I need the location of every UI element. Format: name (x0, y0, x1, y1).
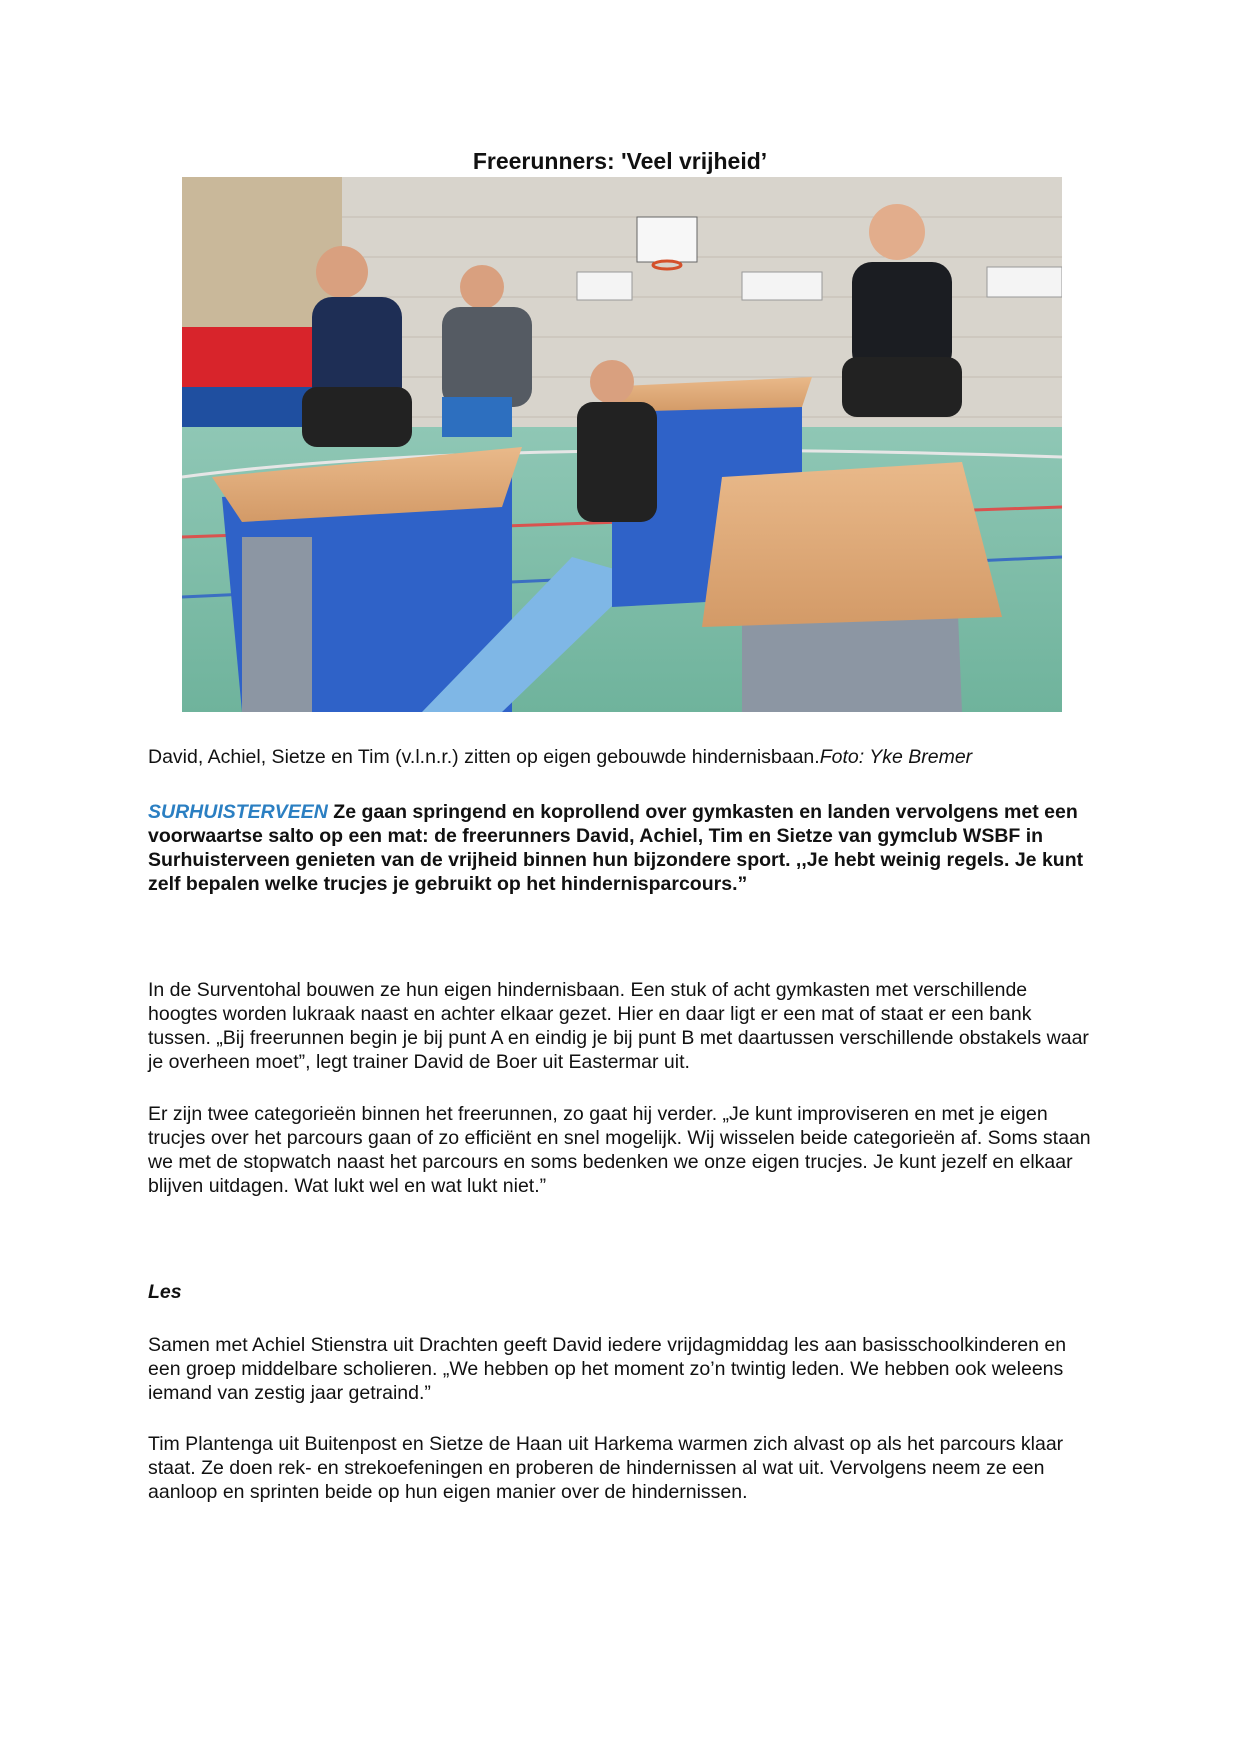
photo-credit: Foto: Yke Bremer (819, 746, 973, 768)
body-paragraph: Tim Plantenga uit Buitenpost en Sietze de Haan uit Harkema warmen zich alvast op als het parcours klaar staat. Ze doen rek- en strekoefeningen en proberen de hindernissen al wat uit. Vervolgens neem ze een aanloop en sprinten beide op hun eigen manier over de hindernissen. (148, 1433, 1064, 1503)
dateline: SURHUISTERVEEN (148, 801, 328, 823)
intro-text: Ze gaan springend en koprollend over gymkasten en landen vervolgens met een voorwaartse salto op een mat: de freerunners David, Achiel, Tim en Sietze van gymclub WSBF in Surhuisterveen genieten van de vrijheid binnen hun bijzondere sport. ,,Je hebt weinig regels. Je kunt zelf bepalen welke trucjes je gebruikt op het hindernisparcours.” (148, 801, 1084, 895)
body-paragraph: Samen met Achiel Stienstra uit Drachten geeft David iedere vrijdagmiddag les aan basisschoolkinderen en een groep middelbare scholieren. „We hebben op het moment zo’n twintig leden. We hebben ook weleens iemand van zestig jaar getraind.” (148, 1334, 1067, 1404)
photo-caption (148, 745, 1098, 769)
subheading: Les (148, 1281, 182, 1303)
caption-text: David, Achiel, Sietze en Tim (v.l.n.r.) zitten op eigen gebouwde hindernisbaan. (148, 746, 820, 768)
body-paragraph: Er zijn twee categorieën binnen het freerunnen, zo gaat hij verder. „Je kunt improviseren en met je eigen trucjes over het parcours gaan of zo efficiënt en snel mogelijk. Wij wisselen beide categorieën af. Soms staan we met de stopwatch naast het parcours en soms bedenken we onze eigen trucjes. Je kunt jezelf en elkaar blijven uitdagen. Wat lukt wel en wat lukt niet.” (148, 1103, 1091, 1197)
article-intro (148, 800, 1098, 896)
body-paragraph: In de Surventohal bouwen ze hun eigen hindernisbaan. Een stuk of acht gymkasten met verschillende hoogtes worden lukraak naast en achter elkaar gezet. Hier en daar ligt er een mat of staat er een bank tussen. „Bij freerunnen begin je bij punt A en eindig je bij punt B met daartussen verschillende obstakels waar je overheen moet”, legt trainer David de Boer uit Eastermar uit. (148, 979, 1089, 1073)
article-title: Freerunners: 'Veel vrijheid’ (472, 148, 768, 174)
photo-freerunners-gym-icon (182, 177, 1062, 712)
article-photo (182, 177, 1062, 712)
